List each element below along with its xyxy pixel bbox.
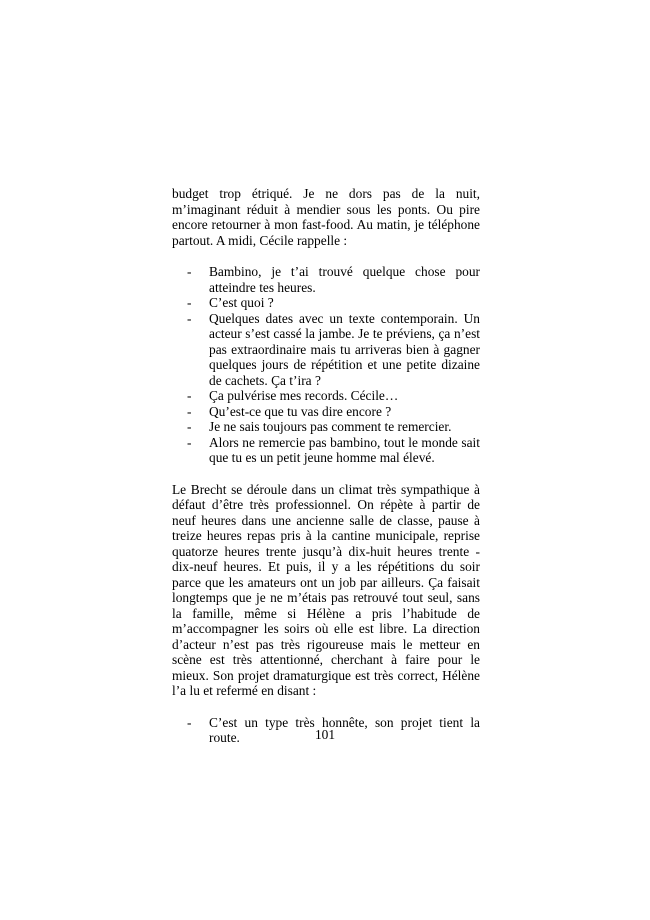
dialogue-text: Qu’est-ce que tu vas dire encore ? — [209, 403, 392, 419]
dash-marker: - — [187, 714, 192, 730]
dialogue-text: Ça pulvérise mes records. Cécile… — [209, 388, 399, 403]
text-block — [172, 186, 480, 746]
dialogue-text: Je ne sais toujours pas comment te remercier. — [209, 419, 452, 434]
dialogue-line — [172, 404, 480, 420]
dialogue-text: Alors ne remercie pas bambino, tout le monde sait que tu es un petit jeune homme mal élevé. — [209, 434, 480, 465]
dialogue-line — [172, 388, 480, 404]
dash-marker: - — [187, 264, 192, 279]
dialogue-line — [172, 295, 480, 311]
dash-marker: - — [187, 388, 192, 403]
dialogue-list — [172, 264, 480, 466]
dialogue-line — [172, 435, 480, 466]
dialogue-text: Bambino, je t’ai trouvé quelque chose pour atteindre tes heures. — [209, 264, 480, 295]
dialogue-text: C’est un type très honnête, son projet tient la route. — [209, 714, 480, 745]
dialogue-text: C’est quoi ? — [209, 295, 274, 310]
paragraph: Le Brecht se déroule dans un climat très sympathique à défaut d’être très professionnel. On répète à partir de neuf heures dans une ancienne salle de classe, pause à treize heures repas pris à la cantine municipale, reprise quatorze heures trente jusqu’à dix-huit heures trente - dix-neuf heures. Et puis, il y a les répétitions du soir parce que les amateurs ont un job par ailleurs. Ça faisait longtemps que je ne m’étais pas retrouvé tout seul, sans la famille, même si Hélène a pris l’habitude de m’accompagner les soirs où elle est libre. La direction d’acteur n’est pas très rigoureuse mais le metteur en scène est très attentionné, cherchant à faire pour le mieux. Son projet dramaturgique est très correct, Hélène l’a lu et refermé en disant : — [172, 481, 480, 698]
page-number: 101 — [314, 727, 336, 742]
dash-marker: - — [187, 295, 192, 310]
dash-marker: - — [187, 419, 192, 434]
paragraph: budget trop étriqué. Je ne dors pas de la nuit, m’imaginant réduit à mendier sous les ponts. Ou pire encore retourner à mon fast-food. Au matin, je téléphone partout. A midi, Cécile rappelle : — [172, 186, 480, 248]
dash-marker: - — [187, 310, 192, 326]
dialogue-line — [172, 311, 480, 389]
dialogue-text: Quelques dates avec un texte contemporain. Un acteur s’est cassé la jambe. Je te préviens, ça n’est pas extraordinaire mais tu arriveras bien à gagner quelques jours de répétition et une petite dizaine de cachets. Ça t’ira ? — [209, 310, 480, 388]
dash-marker: - — [187, 403, 192, 419]
dash-marker: - — [187, 434, 192, 450]
dialogue-line — [172, 419, 480, 435]
dialogue-line — [172, 264, 480, 295]
